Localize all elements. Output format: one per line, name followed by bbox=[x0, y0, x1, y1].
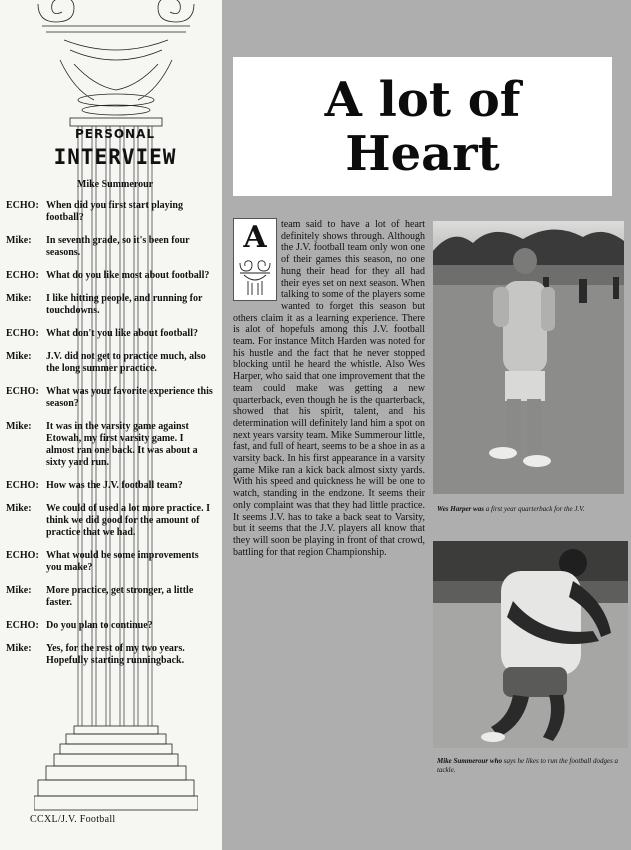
caption-wes-harper bbox=[437, 505, 627, 514]
qa-speaker: ECHO: bbox=[6, 328, 39, 339]
qa-text: J.V. did not get to practice much, also the long summer practice. bbox=[46, 351, 206, 374]
drop-cap-letter: A bbox=[243, 220, 267, 255]
column-capital-icon bbox=[238, 259, 272, 295]
qa-speaker: Mike: bbox=[6, 293, 32, 304]
qa-speaker: ECHO: bbox=[6, 200, 39, 211]
qa-entry bbox=[6, 351, 220, 375]
qa-text: Yes, for the rest of my two years. Hopefully starting runningback. bbox=[46, 643, 185, 666]
qa-speaker: ECHO: bbox=[6, 270, 39, 281]
qa-speaker: ECHO: bbox=[6, 550, 39, 561]
qa-text: What do you like most about football? bbox=[46, 270, 210, 281]
qa-speaker: Mike: bbox=[6, 585, 32, 596]
qa-speaker: Mike: bbox=[6, 351, 32, 362]
caption-mike-summerour bbox=[437, 757, 628, 775]
qa-speaker: ECHO: bbox=[6, 386, 39, 397]
qa-entry bbox=[6, 480, 220, 492]
photo-mike-summerour bbox=[433, 541, 628, 748]
qa-entry bbox=[6, 503, 220, 539]
qa-entry bbox=[6, 270, 220, 282]
caption-mike-summerour-lead: Mike Summerour who bbox=[437, 757, 502, 765]
qa-text: When did you first start playing football? bbox=[46, 200, 183, 223]
kicker-interview: INTERVIEW bbox=[53, 145, 177, 169]
caption-mike-summerour-text: says he likes to run the football dodges a tackle. bbox=[437, 757, 619, 774]
headline bbox=[233, 73, 612, 181]
qa-speaker: ECHO: bbox=[6, 480, 39, 491]
page-folio: CCXL/J.V. Football bbox=[30, 814, 116, 825]
qa-entry bbox=[6, 421, 220, 469]
qa-entry bbox=[6, 235, 220, 259]
qa-text: What would be some improvements you make? bbox=[46, 550, 199, 573]
headline-box bbox=[233, 57, 612, 196]
interviewee-name: Mike Summerour bbox=[76, 179, 154, 190]
qa-entry bbox=[6, 328, 220, 340]
headline-line-2: Heart bbox=[345, 126, 500, 182]
qa-entry bbox=[6, 386, 220, 410]
qa-text: Do you plan to continue? bbox=[46, 620, 153, 631]
qa-speaker: Mike: bbox=[6, 503, 32, 514]
qa-text: What don't you like about football? bbox=[46, 328, 198, 339]
qa-speaker: Mike: bbox=[6, 235, 32, 246]
qa-text: How was the J.V. football team? bbox=[46, 480, 183, 491]
qa-entry bbox=[6, 200, 220, 224]
interview-qa-list bbox=[6, 200, 220, 678]
qa-entry bbox=[6, 293, 220, 317]
caption-wes-harper-lead: Wes Harper was bbox=[437, 505, 484, 513]
qa-speaker: ECHO: bbox=[6, 620, 39, 631]
photo-wes-harper bbox=[433, 221, 624, 494]
qa-speaker: Mike: bbox=[6, 421, 32, 432]
qa-text: More practice, get stronger, a little faster. bbox=[46, 585, 194, 608]
qa-text: It was in the varsity game against Etowah, my first varsity game. I almost ran one back. It was about a sixty yard run. bbox=[46, 421, 198, 468]
drop-cap-box bbox=[233, 218, 277, 301]
qa-entry bbox=[6, 550, 220, 574]
qa-entry bbox=[6, 585, 220, 609]
kicker-personal: PERSONAL bbox=[74, 127, 156, 141]
caption-wes-harper-text: a first year quarterback for the J.V. bbox=[485, 505, 585, 513]
qa-text: What was your favorite experience this season? bbox=[46, 386, 213, 409]
qa-text: In seventh grade, so it's been four seasons. bbox=[46, 235, 190, 258]
article-body: team said to have a lot of heart definitely shows through. Although the J.V. football team only won one of their games this season, no one hung their head for they all had their eyes set on next season. When talking to some of the players some wanted to forget this season but others claim it as a learning experience. There is alot of hopefuls among this J.V. football team. For instance Mitch Harden was noted for his hustle and the fact that he never stopped blocking until he heard the whistle. Also Wes Harper, who said that one improvement that the team could make was getting a new quarterback, even though he is the quarterback, showed that his spirit, talent, and his determination will definitely land him a spot on next years varsity team. Mike Summerour little, fast, and full of heart, seems to be a shoe in as a varsity back. In his first appearance in a varsity game Mike ran a kick back almost sixty yards. With his speed and quickness he will be one to watch, standing in the endzone. It seems their only complaint was that they had little practice. It seems J.V. has to take a back seat to Varsity, but it seems that the J.V. players all know that they will soon be playing in front of that crowd, battling for that region Championship. bbox=[233, 219, 425, 558]
qa-text: We could of used a lot more practice. I think we did good for the amount of practice that we had. bbox=[46, 503, 210, 538]
headline-line-1: A lot of bbox=[324, 72, 521, 128]
qa-speaker: Mike: bbox=[6, 643, 32, 654]
qa-entry bbox=[6, 643, 220, 667]
qa-entry bbox=[6, 620, 220, 632]
qa-text: I like hitting people, and running for touchdowns. bbox=[46, 293, 203, 316]
